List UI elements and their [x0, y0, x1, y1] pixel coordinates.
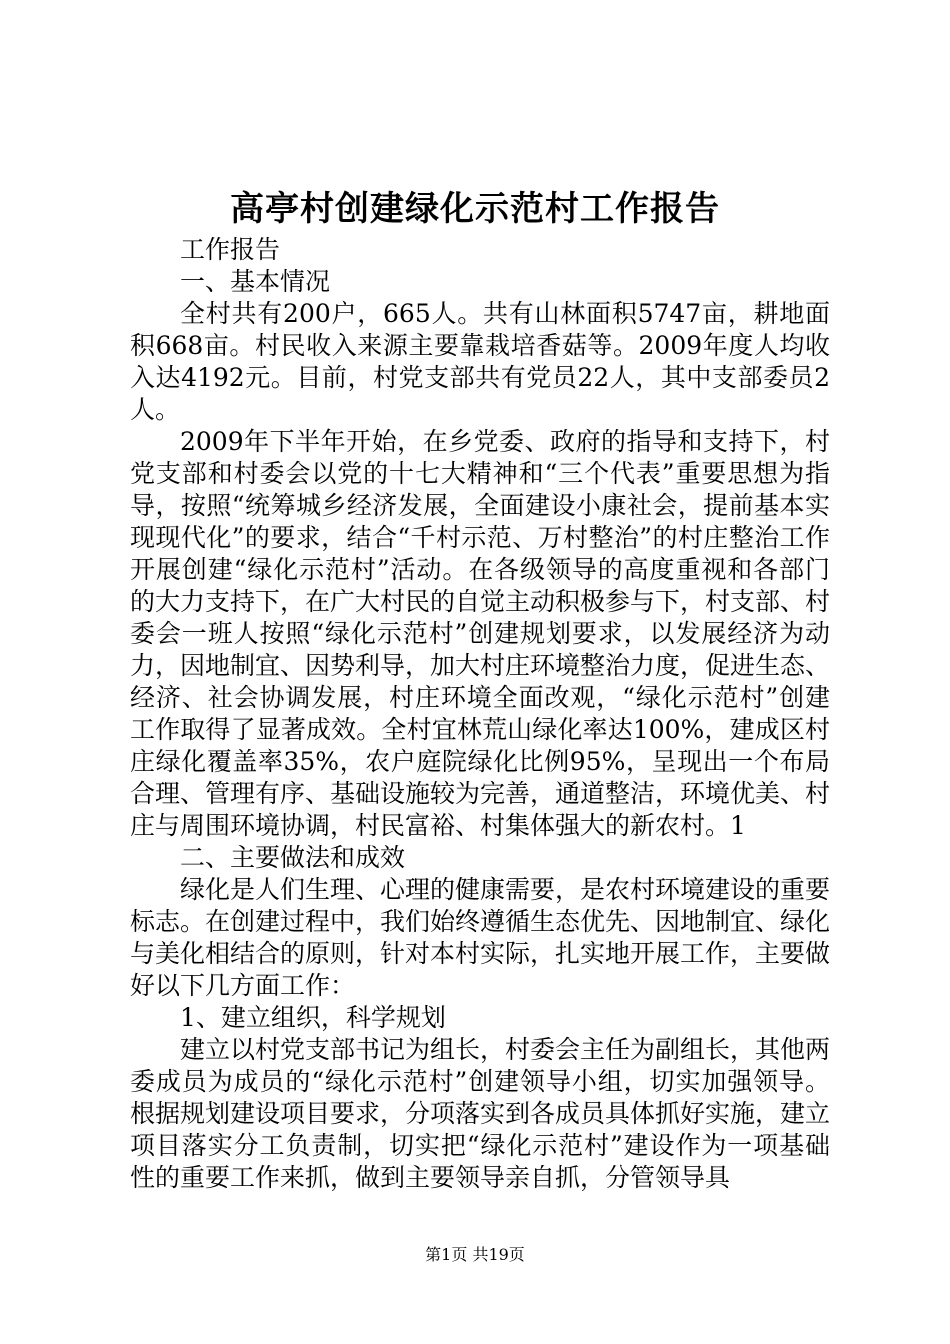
- paragraph-heading-report: 工作报告: [180, 235, 281, 264]
- paragraph-background: 2009年下半年开始，在乡党委、政府的指导和支持下，村党支部和村委会以党的十七大精神和“三个代表”重要思想为指导，按照“统筹城乡经济发展，全面建设小康社会，提前基本实现现代化”的要求，结合“千村示范、万村整治”的村庄整治工作开展创建“绿化示范村”活动。在各级领导的高度重视和各部门的大力支持下，在广大村民的自觉主动积极参与下，村支部、村委会一班人按照“绿化示范村”创建规划要求，以发展经济为动力，因地制宜、因势利导，加大村庄环境整治力度，促进生态、经济、社会协调发展，村庄环境全面改观，“绿化示范村”创建工作取得了显著成效。全村宜林荒山绿化率达100%，建成区村庄绿化覆盖率35%，农户庭院绿化比例95%，呈现出一个布局合理、管理有序、基础设施较为完善，通道整洁，环境优美、村庄与周围环境协调，村民富裕、村集体强大的新农村。1: [130, 427, 831, 840]
- document-body: [130, 234, 830, 1194]
- paragraph-basic-info: 全村共有200户，665人。共有山林面积5747亩，耕地面积668亩。村民收入来源主要靠栽培香菇等。2009年度人均收入达4192元。目前，村党支部共有党员22人，其中支部委员2人。: [130, 299, 830, 424]
- page-number: 第1页 共19页: [425, 1245, 525, 1264]
- paragraph-organization: 建立以村党支部书记为组长，村委会主任为副组长，其他两委成员为成员的“绿化示范村”创建领导小组，切实加强领导。根据规划建设项目要求，分项落实到各成员具体抓好实施，建立项目落实分工负责制，切实把“绿化示范村”建设作为一项基础性的重要工作来抓，做到主要领导亲自抓，分管领导具: [130, 1035, 831, 1192]
- document-title: 高亭村创建绿化示范村工作报告: [230, 189, 720, 229]
- section-heading-methods: 二、主要做法和成效: [180, 843, 406, 872]
- paragraph-methods-intro: 绿化是人们生理、心理的健康需要，是农村环境建设的重要标志。在创建过程中，我们始终遵循生态优先、因地制宜、绿化与美化相结合的原则，针对本村实际，扎实地开展工作，主要做好以下几方面工作：: [130, 875, 831, 1000]
- section-heading-basic: 一、基本情况: [180, 267, 331, 296]
- subheading-organization: 1、建立组织，科学规划: [180, 1003, 446, 1032]
